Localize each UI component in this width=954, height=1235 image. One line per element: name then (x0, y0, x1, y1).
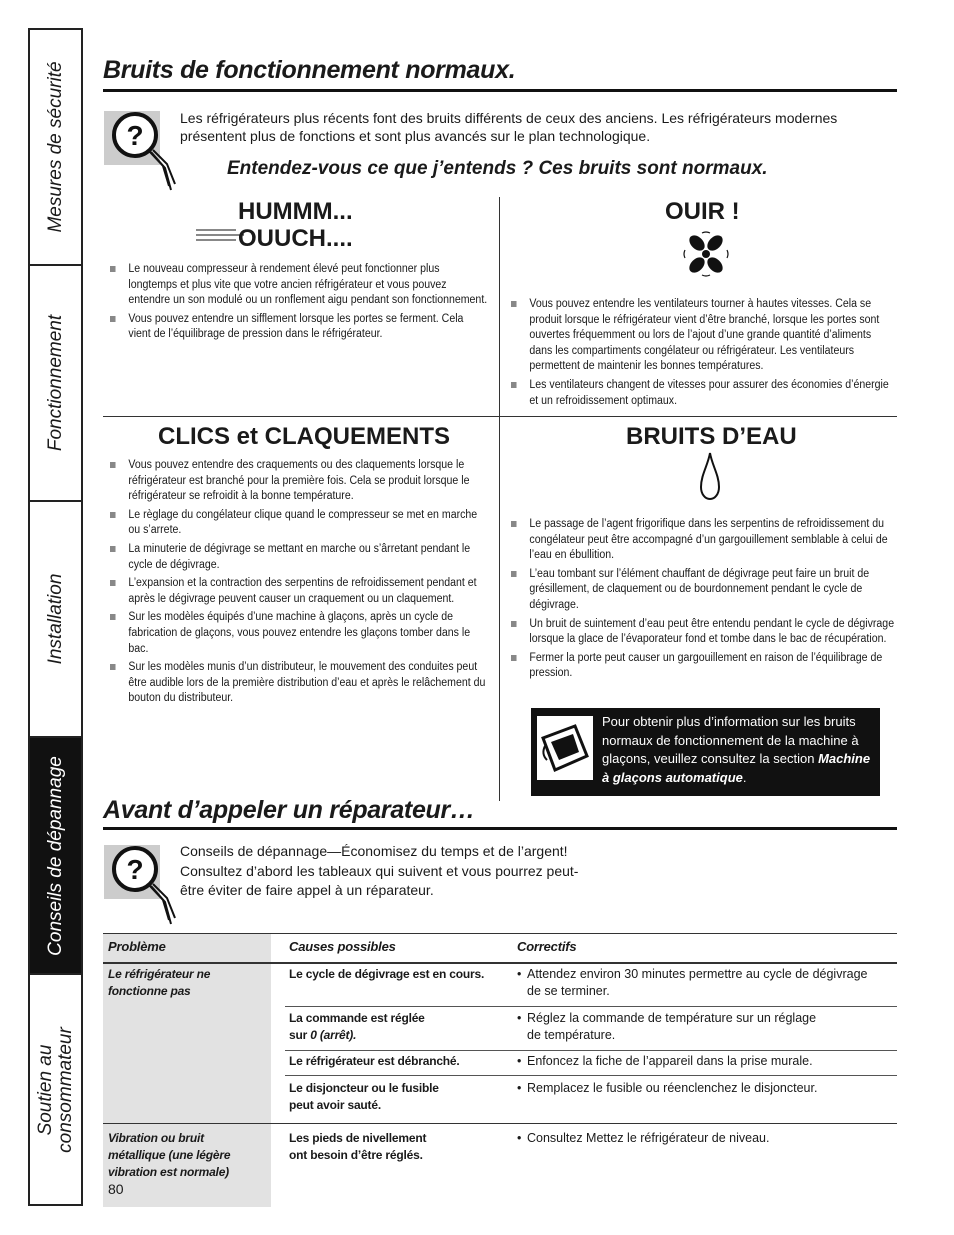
fan-icon (682, 230, 730, 278)
fix-text: de se terminer. (527, 984, 610, 998)
ouuch-title: OUUCH.... (238, 225, 353, 252)
header-probleme: Problème (108, 939, 166, 954)
list-item (110, 542, 491, 573)
bullet-square-icon (110, 316, 116, 322)
list-item-text: Sur les modèles équipés d’une machine à glaçons, après un cycle de fabrication de glaçons, vous pouvez entendre les glaçons tomber dans le bac. (128, 611, 471, 655)
cause-text-part: sur (289, 1028, 311, 1042)
cause-text: peut avoir sauté. (289, 1098, 381, 1112)
tab-soutien-au-consommateur[interactable] (30, 975, 81, 1204)
tab-label: Conseils de dépannage (44, 755, 66, 956)
bullet-square-icon (511, 621, 517, 627)
fix-text: Consultez Mettez le réfrigérateur de niveau. (527, 1131, 770, 1145)
tab-label (36, 1027, 76, 1153)
bullet-square-icon (110, 664, 116, 670)
list-item-text: Fermer la porte peut causer un gargouillement en raison de l’équilibrage de pression. (529, 651, 883, 680)
bullet-square-icon (511, 382, 517, 388)
fix-text: Enfoncez la fiche de l’appareil dans la prise murale. (527, 1054, 813, 1068)
bullet-square-icon (110, 546, 116, 552)
row-rule (103, 1123, 897, 1124)
row-rule (285, 1075, 897, 1076)
tab-conseils-de-depannage[interactable] (30, 738, 81, 975)
fix-cell (517, 1130, 889, 1147)
list-item (110, 660, 491, 707)
bullet-square-icon (110, 512, 116, 518)
bullet-icon: • (517, 967, 522, 981)
list-item-text: Sur les modèles munis d’un distributeur, le mouvement des conduites peut être audible lors de la première distribution d’eau et après le relâchement du bouton du distributeur. (128, 661, 486, 705)
bullet-square-icon (110, 580, 116, 586)
list-item-text: Un bruit de suintement d’eau peut être entendu pendant le cycle de dégivrage lorsque la glace de l’évaporateur fond et tombe dans le bac de récupération. (529, 617, 895, 646)
list-item-text: Vous pouvez entendre les ventilateurs tourner à hautes vitesses. Cela se produit lorsque le réfrigérateur vient d’être branché, lorsque les portes sont ouvertes fréquemment ou lors de l’ajout d’une grande quantité d’aliments dans les compartiments congélateur ou réfrigérateur. Les ventilateurs permettent de maintenir les bonnes températures. (529, 298, 880, 373)
water-drop-icon (698, 451, 722, 501)
bullet-square-icon (511, 521, 517, 527)
list-item (511, 517, 896, 564)
cause-cell: Le cycle de dégivrage est en cours. (289, 967, 485, 981)
list-item-text: L’expansion et la contraction des serpentins de refroidissement pendant et après le dégivrage peuvent causer un craquement ou un claquement. (128, 577, 477, 605)
bullet-icon: • (517, 1011, 522, 1025)
intro-line: être éviter de faire appel à un réparateur. (180, 882, 434, 898)
magnifier-question-icon (103, 840, 183, 930)
bruits-eau-title: BRUITS D’EAU (626, 423, 797, 450)
cause-text: Les pieds de nivellement (289, 1131, 427, 1145)
problem-text: fonctionne pas (108, 984, 191, 998)
hummm-list (110, 262, 487, 346)
list-item (511, 617, 896, 648)
column-divider (499, 197, 500, 801)
list-item-text: Le passage de l’agent frigorifique dans les serpentins de refroidissement du congélateur peut être accompagné d’un gargouillement semblable à celui de l’eau en ébullition. (529, 518, 888, 562)
list-item-text: Vous pouvez entendre un sifflement lorsque les portes se ferment. Cela vient de l’équilibrage de pression dans le réfrigérateur. (128, 312, 464, 341)
fix-text: de température. (527, 1028, 616, 1042)
problem-text: Le réfrigérateur ne (108, 967, 211, 981)
bullet-icon: • (517, 1081, 522, 1095)
ouir-title: OUIR ! (665, 198, 740, 225)
list-item (110, 312, 487, 343)
list-item (511, 567, 896, 614)
info-callout (531, 708, 880, 796)
cause-cell (289, 1130, 426, 1164)
row-rule (285, 1006, 897, 1007)
section-title-avant-appeler: Avant d’appeler un réparateur… (103, 796, 475, 824)
list-item-text: L’eau tombant sur l’élément chauffant de dégivrage peut faire un bruit de grésillement, de claquement ou de bourdonnement pendant le cycle de dégivrage. (529, 567, 870, 611)
title-rule (103, 827, 897, 830)
list-item (110, 576, 491, 607)
hummm-title: HUMMM... (238, 198, 353, 225)
tab-fonctionnement[interactable] (30, 266, 81, 502)
bruits-eau-list (511, 517, 896, 685)
tab-mesures-de-securite[interactable] (30, 30, 81, 266)
ice-maker-icon-frame (537, 716, 593, 780)
list-item (511, 378, 890, 409)
header-causes: Causes possibles (289, 939, 396, 954)
intro-line: Conseils de dépannage—Économisez du temps et de l’argent! (180, 843, 568, 859)
list-item-text: Le nouveau compresseur à rendement élevé peut fonctionner plus longtemps et plus vite que votre ancien réfrigérateur et vous pouvez entendre un son modulé ou un ronflement aigu pendant son fonctionnement. (128, 263, 488, 307)
troubleshooting-intro (180, 842, 600, 901)
list-item (511, 651, 896, 682)
cause-cell (289, 1080, 439, 1114)
bullet-icon: • (517, 1054, 522, 1068)
fix-cell (517, 966, 889, 1000)
problem-text: Vibration ou bruit (108, 1131, 204, 1145)
cause-text: Le disjoncteur ou le fusible (289, 1081, 439, 1095)
bullet-square-icon (511, 655, 517, 661)
list-item (110, 610, 491, 657)
info-text-link[interactable]: Machine à glaçons automatique (602, 751, 871, 785)
cause-cell: Le réfrigérateur est débranché. (289, 1054, 460, 1068)
tab-label: Fonctionnement (44, 314, 66, 452)
bullet-icon: • (517, 1131, 522, 1145)
list-item (110, 262, 487, 309)
info-text-body: Pour obtenir plus d’information sur les bruits normaux de fonctionnement de la machine à glaçons, veuillez consultez la section (602, 714, 859, 766)
list-item-text: Le règlage du congélateur clique quand le compresseur se met en marche ou s’arrete. (128, 508, 478, 537)
fix-cell (517, 1010, 889, 1044)
title-rule (103, 89, 897, 92)
bullet-square-icon (110, 462, 116, 468)
fix-text: Réglez la commande de température sur un réglage (527, 1011, 817, 1025)
cause-text: La commande est réglée (289, 1011, 425, 1025)
svg-text:?: ? (126, 854, 144, 885)
tab-label-line2: consommateur (54, 1026, 76, 1153)
clics-title: CLICS et CLAQUEMENTS (158, 423, 451, 450)
subheading-normal-sounds: Entendez-vous ce que j’entends ? Ces bruits sont normaux. (227, 158, 768, 179)
list-item (110, 458, 491, 505)
problem-cell (108, 1130, 230, 1181)
fix-text: Remplacez le fusible ou réenclenchez le disjoncteur. (527, 1081, 818, 1095)
cause-text-part: 0 (arrêt). (310, 1028, 357, 1042)
fix-text: Attendez environ 30 minutes permettre au cycle de dégivrage (527, 967, 868, 981)
svg-text:?: ? (126, 120, 144, 151)
cause-cell (289, 1010, 425, 1044)
list-item (511, 297, 890, 375)
info-text-end: . (742, 769, 747, 785)
problem-text: vibration est normale) (108, 1165, 229, 1179)
problem-text: métallique (une légère (108, 1148, 231, 1162)
side-navigation (28, 28, 83, 1206)
page-number: 80 (108, 1181, 124, 1197)
header-correctifs: Correctifs (517, 939, 577, 954)
fix-cell (517, 1080, 889, 1097)
bullet-square-icon (511, 571, 517, 577)
intro-line: Consultez d’abord les tableaux qui suivent et vous pourrez peut- (180, 862, 579, 879)
info-callout-text (602, 713, 877, 787)
tab-installation[interactable] (30, 502, 81, 738)
bullet-square-icon (110, 266, 116, 272)
list-item-text: Les ventilateurs changent de vitesses pour assurer des économies d’énergie et un refroidissement optimaux. (529, 378, 889, 407)
section-title-bruits: Bruits de fonctionnement normaux. (103, 56, 516, 84)
bullet-square-icon (110, 614, 116, 620)
intro-paragraph: Les réfrigérateurs plus récents font des bruits différents de ceux des anciens. Les réfrigérateurs modernes présentent plus de fonctions et sont plus avancés sur le plan technologique. (180, 110, 838, 144)
tab-label: Installation (44, 573, 66, 665)
clics-list (110, 458, 491, 710)
tab-label-line1: Soutien au (34, 1044, 56, 1135)
cause-text (289, 1027, 425, 1044)
row-divider (103, 416, 897, 417)
row-rule (285, 1050, 897, 1051)
ouir-list (511, 297, 890, 412)
list-item-text: La minuterie de dégivrage se mettant en marche ou s’ârretant pendant le cycle de dégivrage. (128, 542, 471, 571)
ice-maker-icon (537, 716, 593, 780)
list-item (110, 508, 491, 539)
magnifier-question-icon (103, 106, 183, 196)
problem-cell (108, 966, 210, 1000)
fix-cell (517, 1053, 889, 1070)
list-item-text: Vous pouvez entendre des craquements ou des claquements lorsque le réfrigérateur est branché pour la première fois. Cela se produit lorsque le réfrigérateur se refroidit à la bonne température. (128, 459, 470, 503)
cause-text: ont besoin d’être réglés. (289, 1148, 423, 1162)
table-header (103, 934, 897, 962)
table-header-rule (103, 962, 897, 964)
bullet-square-icon (511, 301, 517, 307)
tab-label: Mesures de sécurité (44, 61, 66, 233)
